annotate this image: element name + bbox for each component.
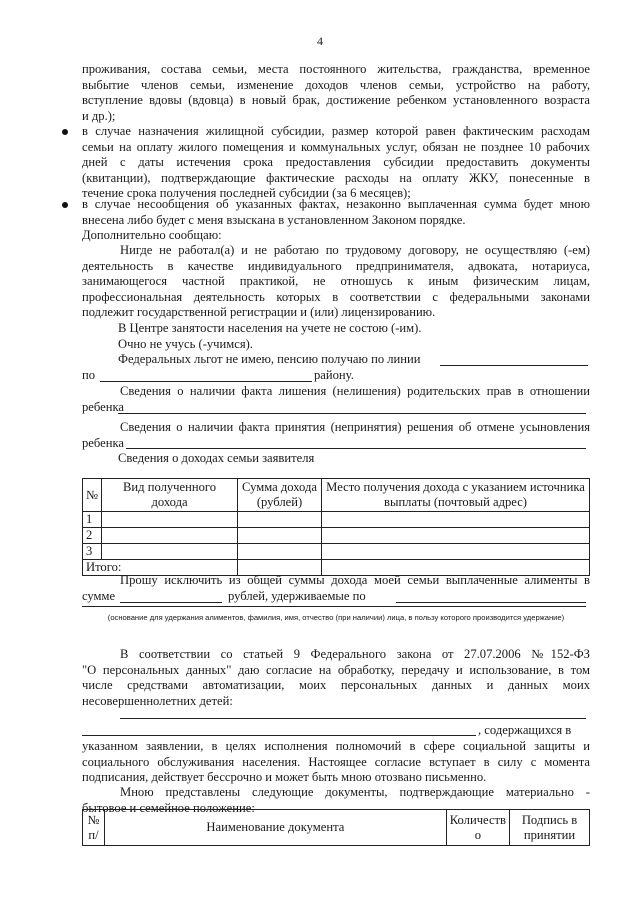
- alimony-basis-field-2[interactable]: [82, 606, 586, 607]
- header-income-type: Вид полученного дохода: [102, 479, 238, 512]
- header-income-sum: Сумма дохода (рублей): [238, 479, 322, 512]
- deprivation-line: [82, 384, 590, 415]
- text-line: (квитанции), подтверждающие фактические расходы на оплату ЖКУ, понесенные в: [82, 170, 590, 185]
- text-line: Сведения о наличии факта лишения (нелишения) родительских прав в отношении: [120, 384, 590, 398]
- documents-header-row: [83, 810, 590, 846]
- text-line: несовершеннолетних детей:: [82, 693, 233, 708]
- adoption-line: [82, 420, 590, 451]
- text-line: в случае несообщения об указанных фактах, незаконно выплаченная сумма будет мною: [82, 197, 590, 211]
- header-doc-count: Количеств о: [446, 810, 509, 846]
- total-label: Итого:: [83, 560, 238, 576]
- bullet-subsidy: [82, 124, 590, 202]
- row-number: 2: [83, 528, 102, 544]
- text-line: Сведения о наличии факта принятия (непринятия) решения об отмене усыновления: [120, 420, 590, 434]
- text-line: числе средствами автоматизации, моих персональных данных и данных моих: [82, 678, 590, 692]
- district-label: району.: [314, 368, 354, 382]
- alimony-sum-field[interactable]: [120, 602, 222, 603]
- text-line: "О персональных данных" даю согласие на обработку, передачу и использование, в том: [82, 662, 590, 677]
- alimony-note: (основание для удержания алиментов, фамилия, имя, отчество (при наличии) лица, в пользу которого производится удержание): [107, 613, 565, 622]
- header-income-source: Место получения дохода с указанием источника выплаты (почтовый адрес): [322, 479, 590, 512]
- children-names-field[interactable]: [120, 718, 586, 719]
- page-number: 4: [317, 34, 323, 48]
- benefits-po-label: по: [82, 368, 96, 382]
- text-line: подлежит государственной регистрации и (или) лицензированию.: [82, 305, 436, 319]
- text-line: Мною представлены следующие документы, подтверждающие материально -: [120, 785, 590, 799]
- bullet-icon: [62, 129, 68, 135]
- text-line: профессиональная деятельность которых в соответствии с федеральными законами: [82, 289, 590, 304]
- consent-paragraph-2: [82, 739, 590, 786]
- paragraph-continuation: [82, 62, 590, 124]
- text-line: В соответствии со статьей 9 Федерального закона от 27.07.2006 №152-ФЗ: [120, 647, 590, 661]
- income-table: [82, 478, 590, 576]
- alimony-withheld-label: рублей, удерживаемые по: [228, 589, 366, 603]
- table-row: [83, 512, 590, 528]
- alimony-sum-label: сумме: [82, 589, 116, 603]
- income-type-cell[interactable]: [102, 528, 238, 544]
- bullet-icon: [62, 202, 68, 208]
- income-title: Сведения о доходах семьи заявителя: [118, 451, 315, 465]
- text-line: семьи на оплату жилого помещения и коммунальных услуг, обязан не позднее 10 рабочих: [82, 139, 590, 154]
- text-line: проживания, состава семьи, места постоянного жительства, гражданства, временное: [82, 62, 590, 76]
- text-line: деятельность в качестве индивидуального предпринимателя, адвоката, нотариуса,: [82, 258, 590, 273]
- text-line: Прошу исключить из общей суммы дохода моей семьи выплаченные алименты в: [120, 573, 590, 587]
- income-sum-cell[interactable]: [238, 544, 322, 560]
- text-line: Нигде не работал(а) и не работаю по трудовому договору, не осуществляю (-ем): [120, 243, 590, 257]
- income-type-cell[interactable]: [102, 544, 238, 560]
- table-row: [83, 528, 590, 544]
- employment-line: В Центре занятости населения на учете не состою (-им).: [118, 321, 422, 335]
- study-line: Очно не учусь (-учимся).: [118, 337, 253, 351]
- text-line: выбытие членов семьи, изменение доходов членов семьи, устройство на работу,: [82, 77, 590, 92]
- text-line: дней с даты истечения срока предоставления субсидии предоставить документы: [82, 155, 590, 169]
- header-number: №: [83, 479, 102, 512]
- benefits-line: Федеральных льгот не имею, пенсию получаю по линии: [118, 352, 421, 366]
- paragraph-work: [82, 243, 590, 321]
- text-line: вступление вдовы (вдовца) в новый брак, достижение ребенком установленного возраста: [82, 93, 590, 107]
- children-names-field-2[interactable]: [82, 735, 476, 736]
- text-line: социального обслуживания населения. Настоящее согласие вступает в силу с момента: [82, 754, 590, 769]
- benefits-field[interactable]: [440, 365, 588, 366]
- text-line: и др.);: [82, 108, 116, 123]
- table-row: [83, 544, 590, 560]
- deprivation-field[interactable]: [118, 413, 586, 414]
- text-line: занимающегося частной практикой, не отношусь к иным физическим лицам,: [82, 274, 590, 288]
- documents-table: [82, 809, 590, 846]
- district-field[interactable]: [100, 381, 312, 382]
- income-sum-cell[interactable]: [238, 512, 322, 528]
- income-header-row: [83, 479, 590, 512]
- adoption-field[interactable]: [126, 448, 586, 449]
- text-line: ребенка: [82, 399, 124, 414]
- header-doc-signature: Подпись в принятии: [510, 810, 590, 846]
- consent-paragraph: [82, 647, 590, 709]
- header-doc-name: Наименование документа: [105, 810, 447, 846]
- income-sum-cell[interactable]: [238, 528, 322, 544]
- text-line: в случае назначения жилищной субсидии, размер которой равен фактическим расходам: [82, 124, 590, 138]
- income-source-cell[interactable]: [322, 512, 590, 528]
- header-doc-number: № п/: [83, 810, 105, 846]
- income-source-cell[interactable]: [322, 544, 590, 560]
- text-line: течение срока получения последней субсидии (за 6 месяцев);: [82, 186, 411, 200]
- row-number: 3: [83, 544, 102, 560]
- alimony-basis-field[interactable]: [396, 602, 586, 603]
- consent-continuation: , содержащихся в: [478, 723, 572, 737]
- row-number: 1: [83, 512, 102, 528]
- text-line: бытовое и семейное положение:: [82, 800, 255, 815]
- text-line: указанном заявлении, в целях исполнения полномочий в сфере социальной защиты и: [82, 739, 590, 753]
- bullet-nondisclosure: [82, 197, 590, 228]
- text-line: внесена либо будет с меня взыскана в установленном Законом порядке.: [82, 212, 466, 227]
- income-source-cell[interactable]: [322, 528, 590, 544]
- text-line: ребенка: [82, 435, 124, 450]
- alimony-line: [82, 573, 590, 589]
- text-line: подписания, действует бессрочно и может быть мною отозвано письменно.: [82, 770, 487, 784]
- additional-heading: Дополнительно сообщаю:: [82, 228, 222, 242]
- income-type-cell[interactable]: [102, 512, 238, 528]
